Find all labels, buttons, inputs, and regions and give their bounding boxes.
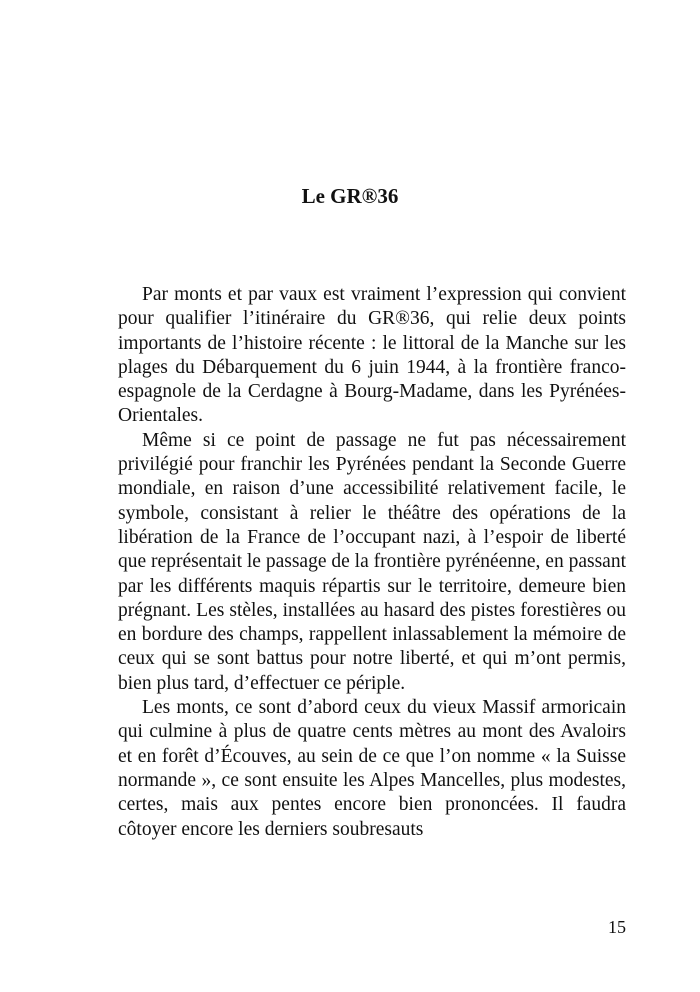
page-number: 15 [608,917,626,937]
paragraph-3: Les monts, ce sont d’abord ceux du vieux Massif armoricain qui culmine à plus de quatre cents mètres au mont des Avaloirs et en forêt d’Écouves, au sein de ce que l’on nomme « la Suisse normande », ce sont ensuite les Alpes Mancelles, plus modestes, certes, mais aux pentes encore bien prononcées. Il faudra côtoyer encore les derniers soubresauts [118,697,626,840]
paragraph-2: Même si ce point de passage ne fut pas nécessairement privilégié pour franchir les Pyrénées pendant la Seconde Guerre mondiale, en raison d’une accessibilité relativement facile, le symbole, consistant à relier le théâtre des opérations de la libération de la France de l’occupant nazi, à l’espoir de liberté que représentait le passage de la frontière pyrénéenne, en passant par les différents maquis répartis sur le territoire, demeure bien prégnant. Les stèles, installées au hasard des pistes forestières ou en bordure des champs, rappellent inlassablement la mémoire de ceux qui se sont battus pour notre liberté, et qui m’ont permis, bien plus tard, d’effectuer ce périple. [118,429,626,694]
body-text [118,283,626,842]
chapter-title: Le GR®36 [301,184,399,208]
paragraph-1: Par monts et par vaux est vraiment l’expression qui convient pour qualifier l’itinéraire du GR®36, qui relie deux points importants de l’histoire récente : le littoral de la Manche sur les plages du Débarquement du 6 juin 1944, à la frontière franco-espagnole de la Cerdagne à Bourg-Madame, dans les Pyrénées-Orientales. [118,284,626,427]
